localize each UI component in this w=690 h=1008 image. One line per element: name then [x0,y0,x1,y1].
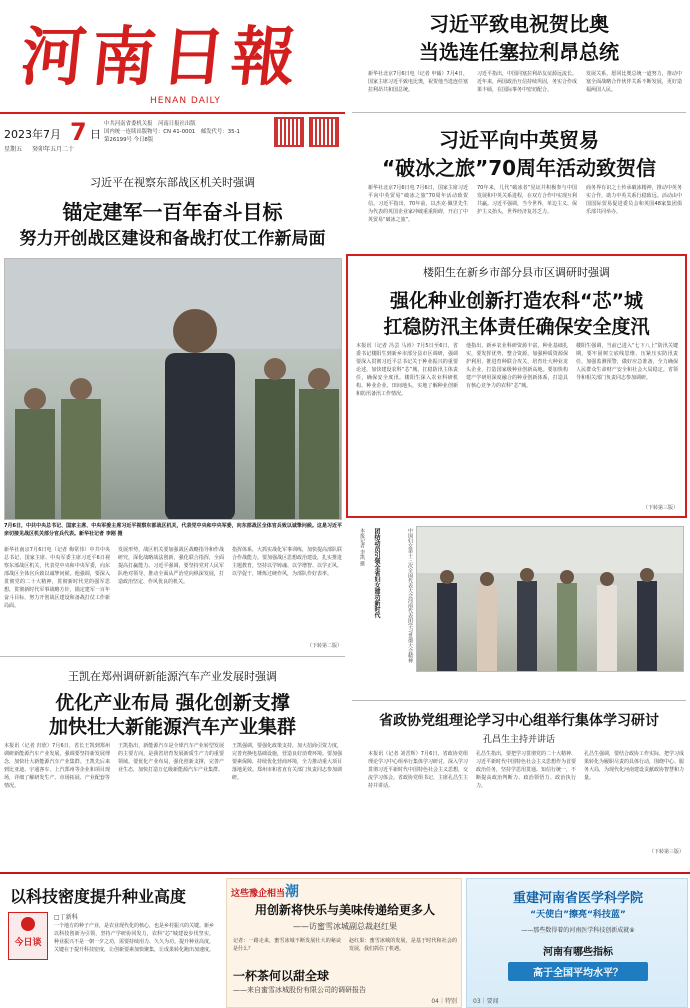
banner-mixue: 这些豫企相当潮 [231,884,300,900]
headline-mixue: 用创新将快乐与美味传递给更多人 [254,903,435,917]
subhead-women: 中国妇女第十三次全国代表大会河南代表团学习贯彻大会精神 [407,528,413,663]
caption-military: 7月6日，中共中央总书记、国家主席、中央军委主席习近平视察东部战区机关，代表党中央和中央军委，向东部战区全体官兵致以诚挚问候。这是习近平亲切接见战区机关部分官兵代表。新华社记者 李刚 摄 [4,523,342,537]
headline-women: 团结动员引领全省妇女建功新时代 [373,528,380,618]
article-xi-cn-uk[interactable]: 习近平向中英贸易 “破冰之旅”70周年活动致贺信 新华社北京7月6日电 7月6日，国家主席习近平向中英贸易“破冰之旅”70周年活动致贺信。习近平指出，70年前，以杰克·佩里先生为代表的英国企业家冲破重重阻碍，开启了中英贸易“破冰之旅”。 70年来，几代“破冰者”见证并积极参与中国发展和中英关系进程，在双方合作中实现互利共赢。习近平强调，当今世界，单边主义、保护主义抬头，世界经济复苏乏力。 商务界有识之士传承破冰精神，推动中英务实合作，助力中英关系行稳致远。活动由中国国际贸易促进委员会和英国48家集团俱乐部共同举办。 [352,116,686,248]
headline-auto: 优化产业布局 强化创新支撑 [55,692,290,714]
photo-women [416,526,684,672]
author-commentary: □丁新科 [54,914,78,921]
masthead-publisher: 中共河南省委机关报 河南日报社出版 国内统一连续出版物号：CN 41-0001 邮发代号：35-1 第26199号 今日8版 [104,121,240,143]
headline-xi-bio-2: 当选连任塞拉利昂总统 [419,40,619,64]
masthead-title: 河南日報 [17,20,306,95]
headline-military-2: 努力开创战区建设和备战打仗工作新局面 [19,229,326,249]
headline-medical: 重建河南省医学科学院 [512,891,643,906]
commentary-badge: 今日谈 [8,912,48,960]
headline-cn-uk-2: “破冰之旅”70周年活动致贺信 [381,156,657,180]
article-auto[interactable]: 王凯在郑州调研新能源汽车产业发展时强调 优化产业布局 强化创新支撑 加快壮大新能源汽车产业集群 本报讯（记者 归欣）7月6日，省长王凯到郑州调研新能源汽车产业发展，强调要坚持新发展理念，加快壮大新能源汽车产业集群。王凯先后来到比亚迪、宇通客车、上汽郑州等企业和项目现场，详细了解研发生产、市场拓展、产业配套等情况。 王凯指出，新能源汽车是全球汽车产业转型发展的主要方向，是我省培育发展新质生产力的重要领域。要优化产业布局，强化创新支撑，完善产业生态，加快打造万亿级新能源汽车产业集群。 王凯强调，要强化政策支持，加大招商引资力度，完善充换电基础设施，营造良好消费环境。要加强要素保障，持续优化营商环境，全力推动重大项目落地见效。郑州市和省直有关部门负责同志参加调研。 [0,660,345,860]
photo-xi-military [4,258,342,520]
qr-code-icon-2[interactable] [309,117,339,147]
masthead-pinyin: HENAN DAILY [150,96,221,106]
badge-icon [21,917,35,931]
article-planting[interactable]: 楼阳生在新乡市部分县市区调研时强调 强化种业创新打造农科“芯”城 扛稳防汛主体责任确保安全度汛 本报讯（记者 冯芸 马涛）7月5日至6日，省委书记楼阳生到新乡市部分县市区调研，强调要深入贯彻习近平总书记关于种业振兴的重要论述，加快建设农科“芯”城，扛稳防汛主体责任，确保安全度汛。楼阳生深入农业科研机构、种业企业、田间地头，实地了解种业创新和防汛备汛工作情况。 他指出，新乡农业科研资源丰富，种业基础扎实，要发挥优势，整合资源，加强种质资源保护利用，推进育种联合攻关，培育壮大种业龙头企业，打造国家级种业创新高地。要加快构建产学研用深度融合的种业创新体系，打造具有核心竞争力的农科“芯”城。 楼阳生强调，当前已进入“七下八上”防汛关键期，要牢固树立底线思维，压紧压实防汛责任，加强监测预警，做好应急准备，全力确保人民群众生命财产安全和社会大局稳定。省领导和相关部门负责同志参加调研。 （下转第三版） [346,254,687,518]
masthead [0,0,345,160]
article-xi-bio[interactable]: 习近平致电祝贺比奥 当选连任塞拉利昂总统 新华社北京7月6日电（记者 申铖）7月4日，国家主席习近平致电比奥，祝贺他当选连任塞拉利昂共和国总统。 习近平指出，中国同塞拉利昂友谊源远流长。近年来，两国政治互信持续巩固，务实合作成果丰硕，在国际事务中密切配合。 发展关系，愿同比奥总统一道努力，推动中塞全面战略合作伙伴关系不断发展，更好造福两国人民。 [352,0,686,110]
headline-planting-2: 扛稳防汛主体责任确保安全度汛 [383,316,650,338]
masthead-date: 2023年7月 7 日 星期五 癸卯年五月二十 [4,118,101,153]
kicker-military: 习近平在视察东部战区机关时强调 [90,176,255,189]
article-medical[interactable] [466,878,688,1008]
page-ref-mixue[interactable]: 04｜特别 [431,998,457,1005]
article-commentary[interactable]: 以科技密度提升种业高度 今日谈 □丁新科 一个地方的种子产业，是农业现代化的核心，也是乡村振兴的关键。新乡以科技创新为引领，坚持产学研协同发力，农科“芯”城建设步伐坚实。种业振兴不是一朝一夕之功，需要持续用力、久久为功。提升种业高度，关键在于提升科技密度，让创新要素加快聚集，让成果转化跑出加速度。 [0,878,220,1008]
headline-cn-uk: 习近平向中英贸易 [439,128,599,152]
subhead-mixue-2: ——来自蜜雪冰城股份有限公司的调研报告 [233,986,366,994]
kicker-auto: 王凯在郑州调研新能源汽车产业发展时强调 [68,670,277,683]
headline-cppcc: 省政协党组理论学习中心组举行集体学习研讨 [379,713,659,729]
headline-military: 锚定建军一百年奋斗目标 [62,200,283,224]
kicker-planting: 楼阳生在新乡市部分县市区调研时强调 [423,266,610,279]
qr-code-icon[interactable] [274,117,304,147]
article-women[interactable] [352,524,686,674]
headline-commentary: 以科技密度提升种业高度 [10,887,187,906]
subhead-medical: “天使白”擦亮“科技蓝” [530,910,626,920]
question-box: 河南有哪些指标 高于全国平均水平？ [477,943,679,987]
page-ref-medical[interactable]: 03｜要闻 [473,998,499,1005]
subhead-cppcc: 孔昌生主持并讲话 [482,735,555,745]
article-xi-military[interactable]: 习近平在视察东部战区机关时强调 锚定建军一百年奋斗目标 努力开创战区建设和备战打仗工作新局面 7月6日，中共中央总书记、国家主席、中央军委主席习近平视察东部战区机关，代表党中央和中央军委，向东部战区全体官兵致以诚挚问候。这是习近平亲切接见战区机关部分官兵代表。新华社记者 李刚 摄 新华社南京7月6日电（记者 梅常伟）中共中央总书记、国家主席、中央军委主席习近平6日视察东部战区机关，代表党中央和中央军委，向东部战区全体官兵致以诚挚问候。他强调，要深入贯彻党的二十大精神，贯彻新时代党的强军思想，贯彻新时代军事战略方针，锚定建军一百年奋斗目标，努力开创战区建设和备战打仗工作新局面。 发展形势，战区机关要加强战区战略指导和作战研究，深化战略战法创新，强化联合指挥，全面提高打赢能力。习近平强调，要坚持党对人民军队绝对领导，推动全面从严治党向纵深发展，打造政治坚定、作风优良的机关。 指挥体系，大抓实战化军事训练，加快提高部队联合作战能力。要加强战区思想政治建设，扎实推进主题教育，坚持以学铸魂、以学增智、以学正风、以学促干，锤炼过硬作风，为部队作好表率。 （下转第二版） [0,162,345,652]
subhead-mixue: ——访蜜雪冰城副总裁赵红果 [293,922,397,931]
headline-planting: 强化种业创新打造农科“芯”城 [390,290,643,312]
headline-xi-bio: 习近平致电祝贺比奥 [429,12,609,36]
headline-auto-2: 加快壮大新能源汽车产业集群 [48,716,296,738]
desc-medical: ——那些数得着的河南医学科技创新成就⑧ [521,927,635,934]
article-mixue[interactable]: 这些豫企相当潮 用创新将快乐与美味传递给更多人 ——访蜜雪冰城副总裁赵红果 记者：一路走来，蜜雪冰城不断发展壮大的秘诀是什么？ 赵红果：蜜雪冰城的发展，是基于时代和社会的发展，我们抓住了机遇。 一杯茶何以甜全球 ——来自蜜雪冰城股份有限公司的调研报告 04｜特别 [226,878,462,1008]
article-cppcc[interactable]: 省政协党组理论学习中心组举行集体学习研讨 孔昌生主持并讲话 本报讯（记者 刘晋辉）7月6日，省政协党组理论学习中心组举行集体学习研讨，深入学习贯彻习近平新时代中国特色社会主义思想，交流学习体会。省政协党组书记、主席孔昌生主持并讲话。 孔昌生指出，要把学习贯彻党的二十大精神、习近平新时代中国特色社会主义思想作为首要政治任务，坚持学思用贯通、知信行统一，不断提高政治判断力、政治领悟力、政治执行力。 孔昌生强调，要结合政协工作实际，把学习成果转化为履职尽责的具体行动，围绕中心、服务大局，为现代化河南建设贡献政协智慧和力量。 （下转第三版） [352,704,686,860]
credit-women: 本报记者 李凯 摄 [359,528,365,567]
headline-mixue-2: 一杯茶何以甜全球 [233,969,330,983]
